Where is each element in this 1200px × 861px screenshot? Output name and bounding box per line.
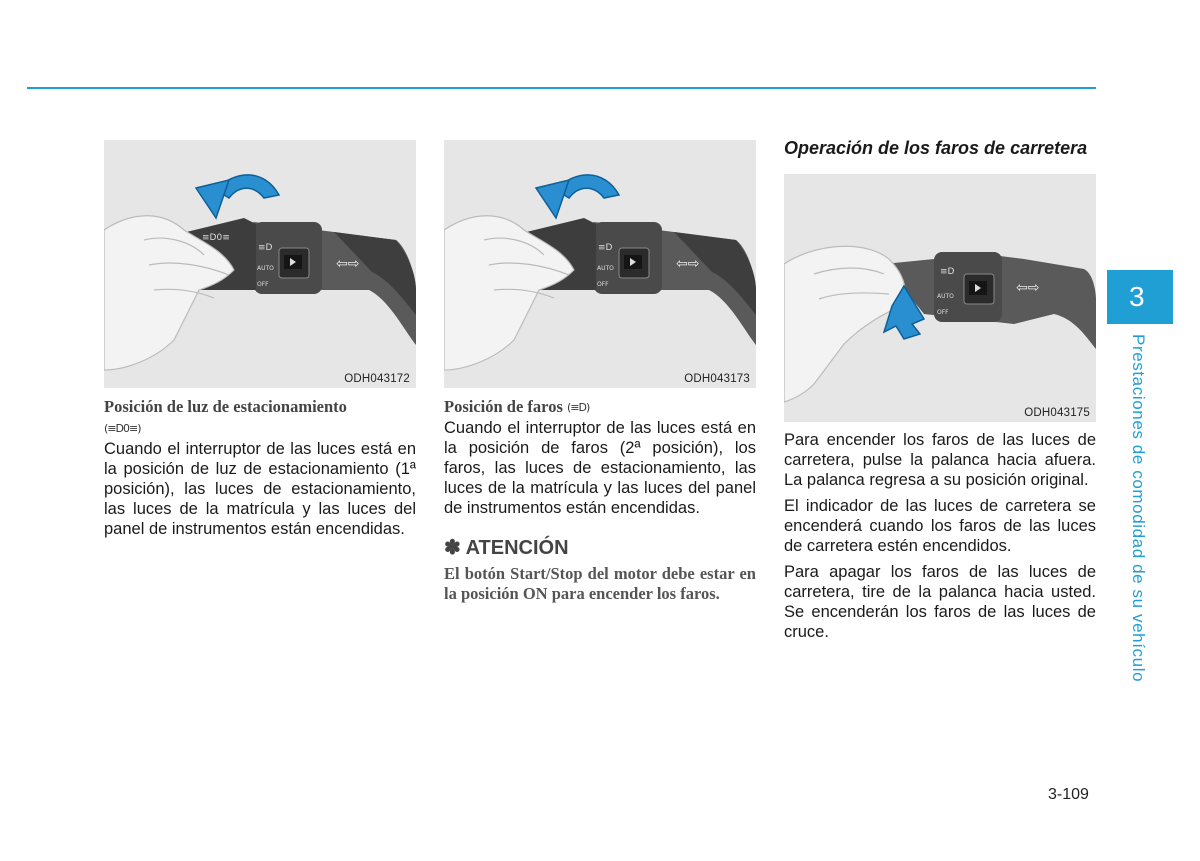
chapter-number-tab: 3	[1107, 270, 1173, 324]
svg-text:AUTO: AUTO	[257, 265, 274, 272]
svg-text:AUTO: AUTO	[937, 293, 954, 300]
figure-code: ODH043172	[344, 373, 410, 385]
svg-text:⇦⇨: ⇦⇨	[676, 256, 700, 272]
chapter-title	[1128, 334, 1148, 683]
figure-parking-light	[104, 140, 416, 388]
svg-text:OFF: OFF	[597, 281, 609, 288]
svg-text:⇦⇨: ⇦⇨	[336, 256, 360, 272]
svg-text:≡D: ≡D	[258, 243, 273, 253]
high-beam-illustration	[784, 174, 1096, 422]
figure-headlight	[444, 140, 756, 388]
notice-title: ✽ ATENCIÓN	[444, 537, 569, 559]
top-rule	[27, 87, 1096, 89]
curved-arrow-icon	[536, 175, 619, 218]
svg-text:OFF: OFF	[257, 281, 269, 288]
column-high-beam	[784, 138, 1096, 642]
caption-parking-light	[104, 396, 416, 439]
column-headlight	[444, 140, 756, 604]
svg-text:OFF: OFF	[937, 309, 949, 316]
paragraph-headlight: Cuando el interruptor de las luces está en la posición de faros (2ª posición), los faros, las luces de estacionamiento, las luces de la matrícula y las luces del panel de instrumentos están encendidas.	[444, 419, 756, 517]
svg-text:AUTO: AUTO	[597, 265, 614, 272]
paragraph-high-beam-2: El indicador de las luces de carretera se encenderá cuando los faros de las luces de carretera estén encendidos.	[784, 497, 1096, 555]
figure-high-beam	[784, 174, 1096, 422]
svg-text:≡D: ≡D	[940, 267, 955, 277]
curved-arrow-icon	[196, 175, 279, 218]
paragraph-high-beam-1: Para encender los faros de las luces de carretera, pulse la palanca hacia afuera. La palanca regresa a su posición original.	[784, 431, 1096, 489]
paragraph-parking-light: Cuando el interruptor de las luces está en la posición de luz de estacionamiento (1ª posición), las luces de estacionamiento, las luces de la matrícula y las luces del panel de instrumentos están encendidas.	[104, 440, 416, 538]
svg-text:⇦⇨: ⇦⇨	[1016, 280, 1040, 296]
caption-text: Posición de faros	[444, 397, 563, 416]
figure-code: ODH043175	[1024, 407, 1090, 419]
paragraph-high-beam-3: Para apagar los faros de las luces de carretera, tire de la palanca hacia usted. Se encenderán los faros de las luces de cruce.	[784, 563, 1096, 641]
headlight-switch-illustration	[444, 140, 756, 388]
figure-code: ODH043173	[684, 373, 750, 385]
parking-light-icon: (≡D0≡)	[104, 422, 141, 435]
light-switch-illustration	[104, 140, 416, 388]
caption-text: Posición de luz de estacionamiento	[104, 397, 347, 416]
section-heading: Operación de los faros de carretera	[784, 138, 1088, 158]
svg-text:≡D: ≡D	[598, 243, 613, 253]
column-parking-light	[104, 140, 416, 539]
page-number: 3-109	[1048, 786, 1089, 803]
caption-headlight	[444, 396, 756, 418]
svg-text:≡D0≡: ≡D0≡	[202, 233, 230, 243]
notice-text: El botón Start/Stop del motor debe estar en la posición ON para encender los faros.	[444, 564, 756, 603]
chapter-title-text: Prestaciones de comodidad de su vehículo	[1129, 334, 1148, 683]
headlight-icon: (≡D)	[567, 401, 590, 414]
